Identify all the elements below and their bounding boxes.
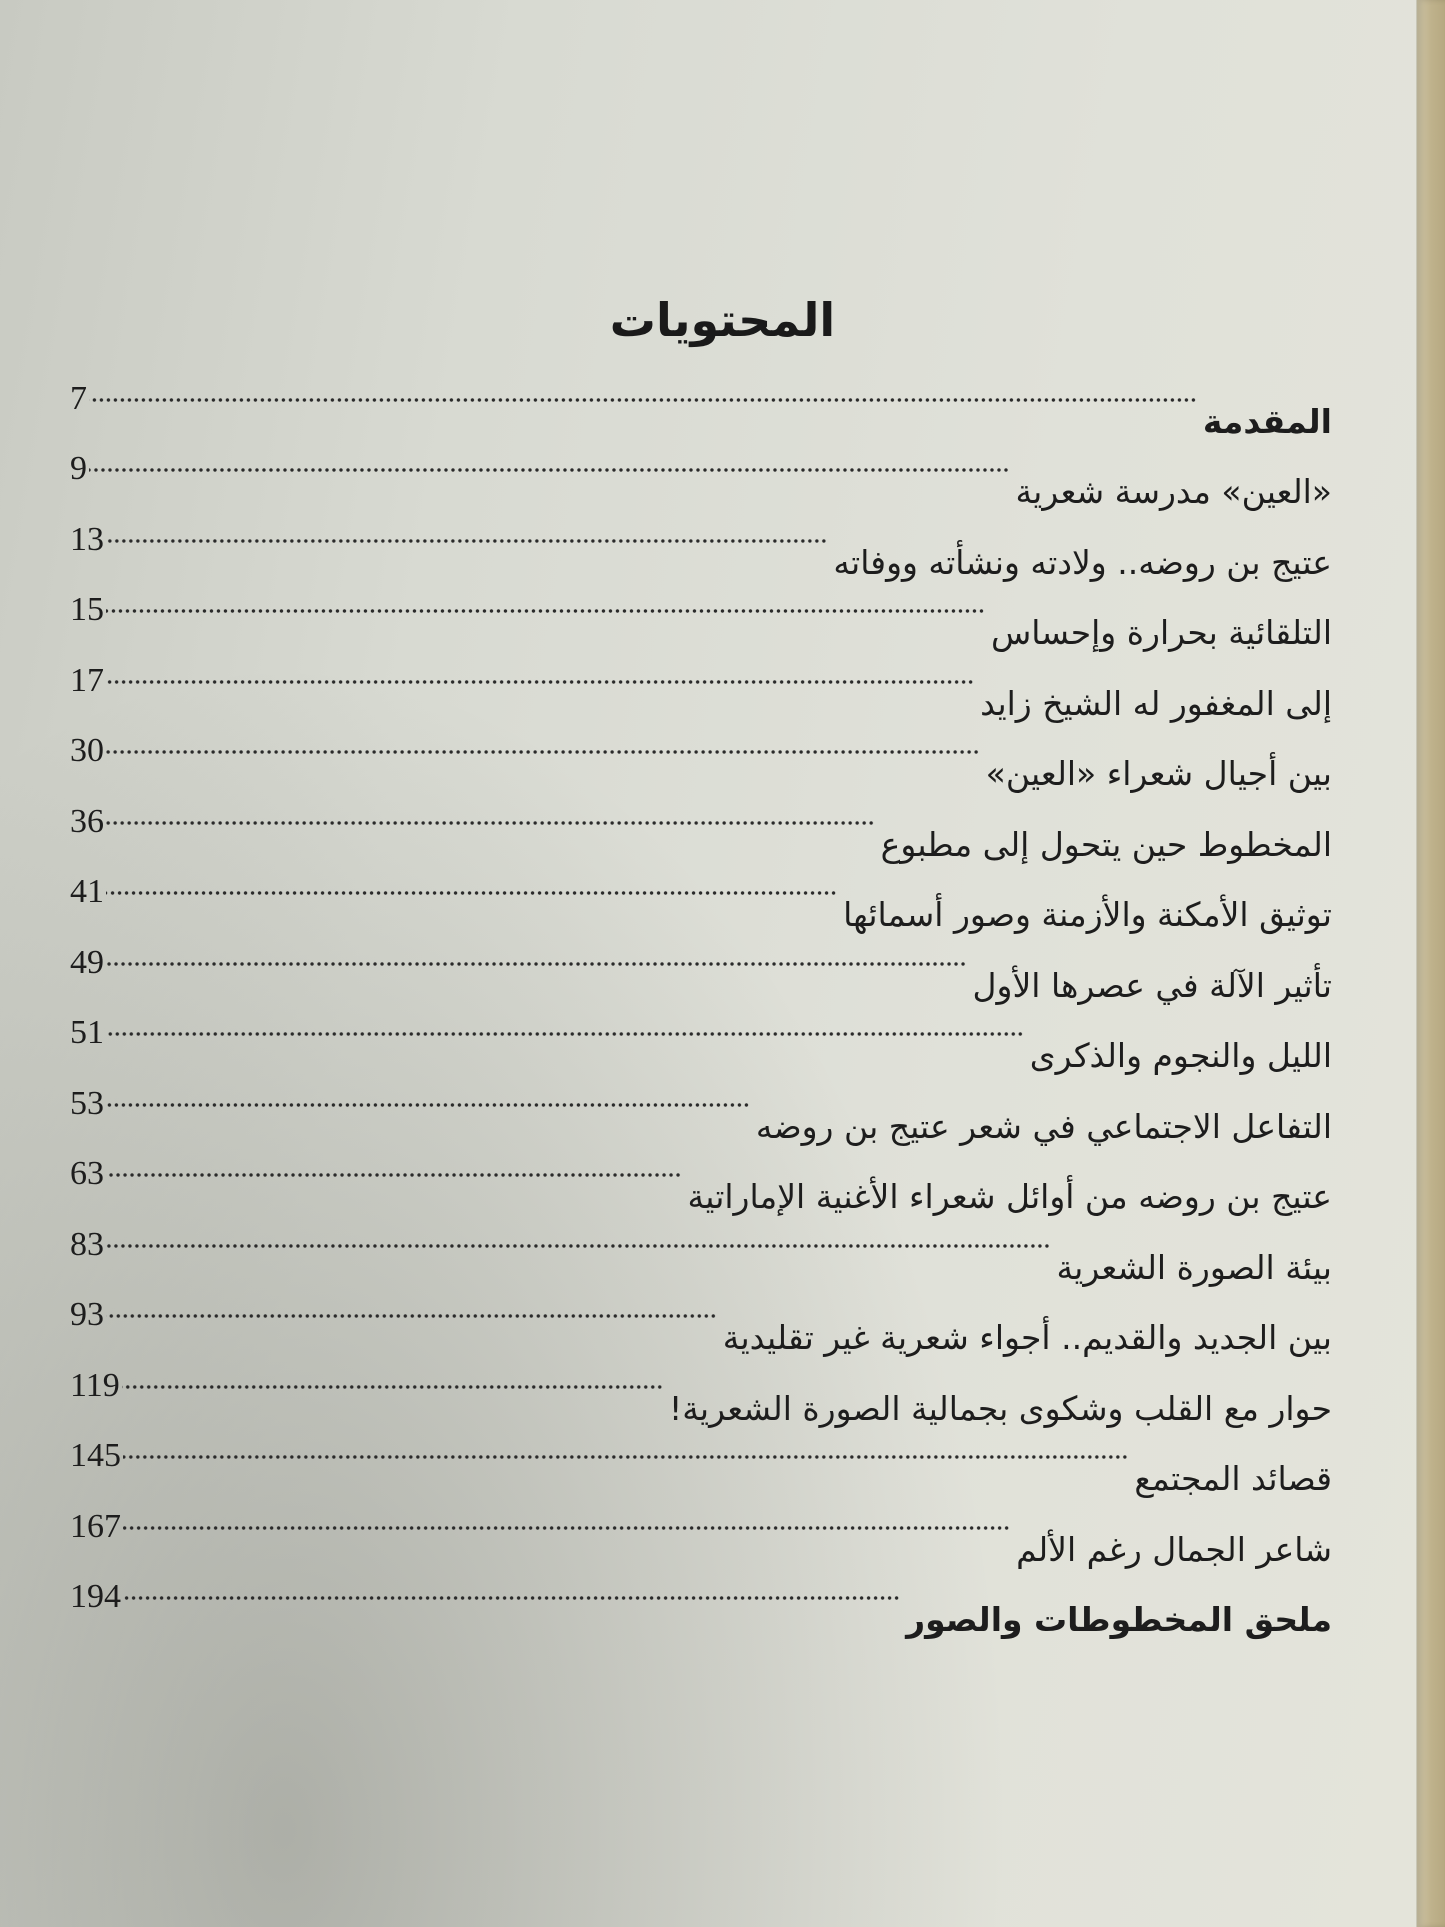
page-title: المحتويات [609,292,836,347]
dot-leader [106,1172,682,1178]
toc-entry-page-number: 36 [70,802,104,840]
toc-entry [70,1136,1332,1216]
toc-entry-page-number: 119 [70,1366,120,1404]
toc-entry-title: بين أجيال شعراء «العين» [985,754,1332,793]
toc-entry [70,783,1332,864]
toc-entry-page-number: 9 [70,450,87,487]
toc-entry-page-number: 49 [70,943,104,981]
toc-entry-title: التفاعل الاجتماعي في شعر عتيج بن روضه [755,1106,1332,1146]
toc-entry-title: التلقائية بحرارة وإحساس [990,613,1332,652]
toc-entry-page-number: 63 [70,1155,104,1192]
toc-entry [70,1418,1332,1498]
toc-entry-page-number: 17 [70,661,104,699]
toc-entry-title: إلى المغفور له الشيخ زايد [980,683,1332,723]
dot-leader [106,820,875,826]
toc-entry-title: عتيج بن روضه من أوائل شعراء الأغنية الإماراتية [687,1177,1332,1216]
toc-entry [70,995,1332,1075]
toc-entry-title: شاعر الجمال رغم الألم [1016,1529,1332,1569]
toc-entry [70,360,1332,441]
toc-entry [70,431,1332,511]
toc-entry-page-number: 145 [70,1437,121,1474]
toc-entry [70,642,1332,723]
toc-entry [70,1559,1332,1639]
toc-entry-page-number: 93 [70,1296,104,1333]
toc-entry-title: عتيج بن روضه.. ولادته ونشأته ووفاته [833,542,1332,582]
dot-leader [106,1243,1050,1249]
dot-leader [106,538,827,544]
dot-leader [123,1595,900,1601]
toc-entry-page-number: 13 [70,520,104,558]
toc-entry-page-number: 83 [70,1225,104,1263]
toc-entry [70,713,1332,793]
toc-entry [70,924,1332,1005]
toc-entry-page-number: 53 [70,1084,104,1122]
adjacent-page-edge [1417,0,1445,1927]
dot-leader [89,397,1197,403]
dot-leader [123,1525,1010,1531]
dot-leader [89,467,1009,473]
toc-entry-title: ملحق المخطوطات والصور [906,1600,1332,1639]
toc-entry [70,1065,1332,1146]
toc-entry-page-number: 51 [70,1014,104,1051]
dot-leader [106,1102,750,1108]
toc-entry [70,1206,1332,1287]
toc-entry-title: قصائد المجتمع [1134,1459,1332,1498]
toc-entry-title: بيئة الصورة الشعرية [1056,1247,1332,1287]
toc-entry-title: الليل والنجوم والذكرى [1029,1036,1332,1075]
toc-entry [70,1488,1332,1569]
toc-entry-page-number: 41 [70,873,104,910]
dot-leader [106,679,974,685]
toc-entry-title: تأثير الآلة في عصرها الأول [972,965,1332,1005]
dot-leader [123,1454,1128,1460]
toc-entry-title: المقدمة [1202,401,1332,441]
dot-leader [106,961,967,967]
toc-entry [70,501,1332,582]
table-of-contents [70,360,1332,1639]
toc-entry [70,1277,1332,1357]
toc-entry-title: بين الجديد والقديم.. أجواء شعرية غير تقليدية [722,1318,1332,1357]
toc-entry [70,854,1332,934]
toc-entry [70,572,1332,652]
toc-entry-page-number: 167 [70,1507,121,1545]
toc-entry-page-number: 30 [70,732,104,769]
dot-leader [106,749,980,755]
toc-entry-title: المخطوط حين يتحول إلى مطبوع [880,824,1332,864]
toc-entry-page-number: 194 [70,1578,121,1615]
dot-leader [106,890,837,896]
dot-leader [106,608,985,614]
dot-leader [106,1313,717,1319]
dot-leader [122,1384,663,1390]
dot-leader [106,1031,1024,1037]
toc-entry [70,1347,1332,1428]
toc-entry-page-number: 15 [70,591,104,628]
toc-entry-page-number: 7 [70,379,87,417]
toc-entry-title: حوار مع القلب وشكوى بجمالية الصورة الشعرية! [669,1388,1332,1428]
toc-entry-title: توثيق الأمكنة والأزمنة وصور أسمائها [843,895,1332,934]
toc-entry-title: «العين» مدرسة شعرية [1015,472,1332,511]
